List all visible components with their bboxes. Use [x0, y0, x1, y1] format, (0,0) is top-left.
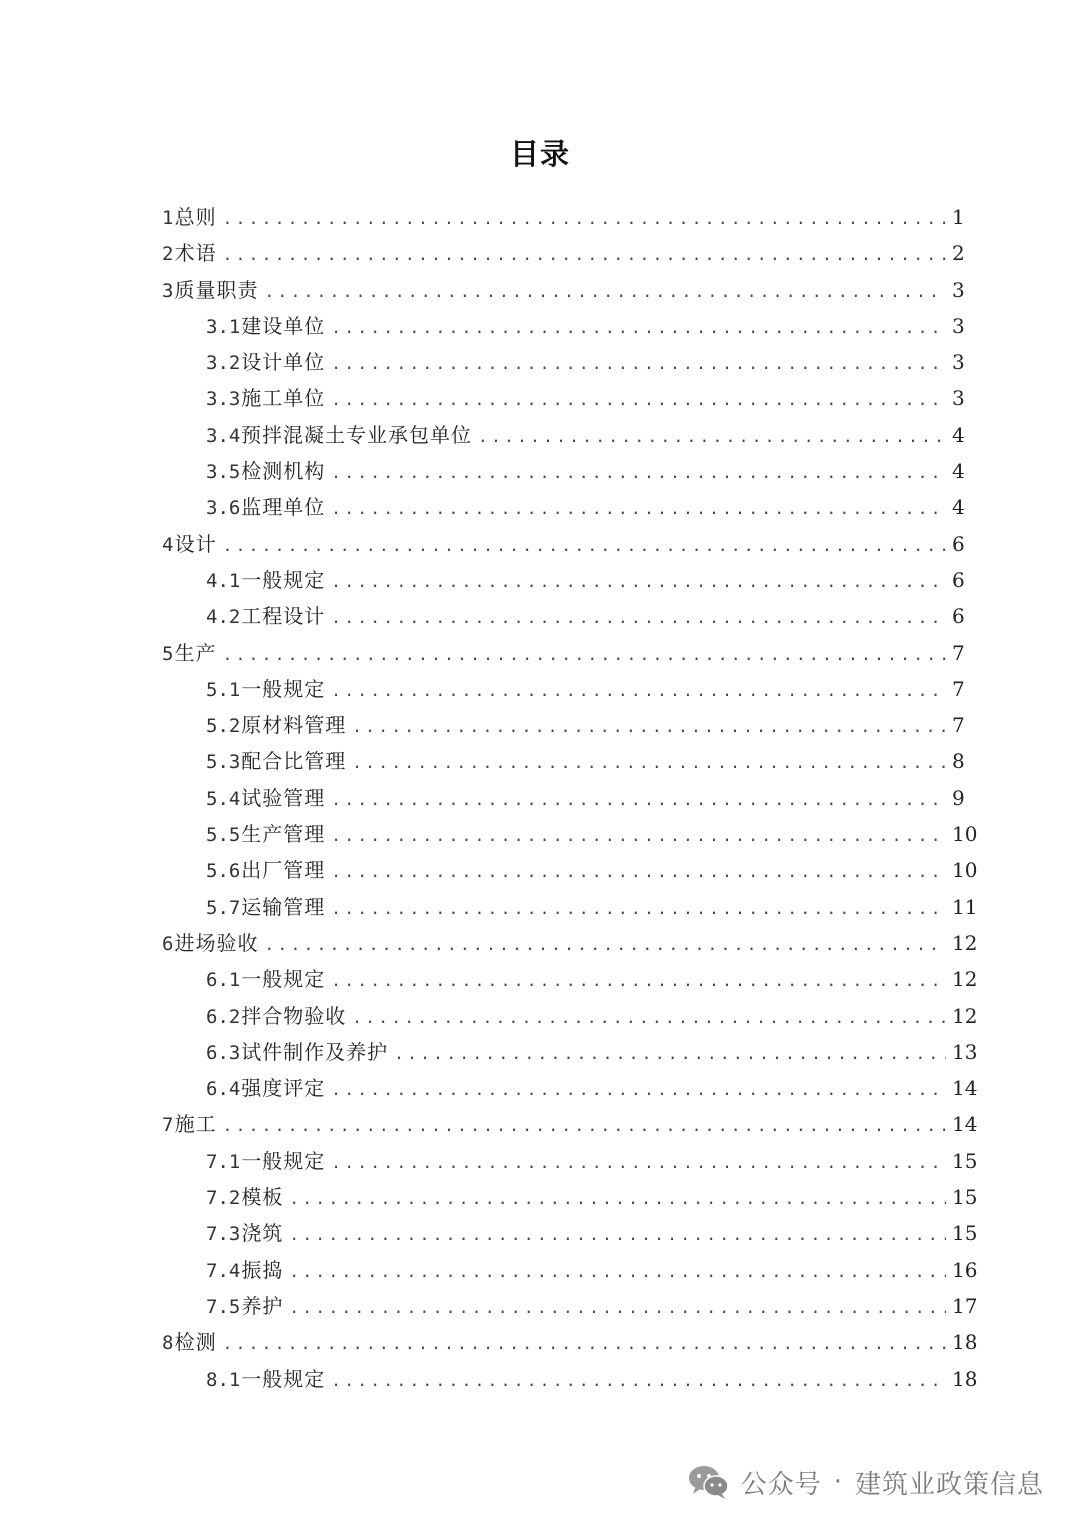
toc-chapter-entry[interactable]	[162, 272, 964, 308]
toc-chapter-entry[interactable]	[162, 635, 964, 671]
toc-entry-title: 养护	[241, 1293, 284, 1318]
toc-entry-title: 生产	[174, 640, 217, 665]
toc-dot-leader	[352, 1000, 946, 1036]
toc-dot-leader	[331, 1363, 946, 1399]
toc-entry-page-number: 4	[952, 495, 965, 520]
toc-entry-number: 7.3	[206, 1223, 241, 1246]
toc-entry-number: 5.2	[206, 715, 241, 738]
toc-entry-title: 一般规定	[241, 1366, 326, 1391]
toc-dot-leader	[331, 600, 946, 636]
toc-entry-title: 施工	[174, 1112, 217, 1137]
toc-entry-title: 设计单位	[241, 350, 326, 375]
toc-section-entry[interactable]	[162, 707, 964, 743]
toc-entry-title: 一般规定	[241, 967, 326, 992]
toc-dot-leader	[223, 528, 946, 564]
toc-entry-number: 7.1	[206, 1150, 241, 1173]
toc-entry-page-number: 7	[952, 713, 965, 738]
toc-entry-page-number: 4	[952, 422, 965, 447]
toc-entry-title: 建设单位	[241, 313, 326, 338]
toc-section-entry[interactable]	[162, 344, 964, 380]
toc-dot-leader	[331, 382, 946, 418]
toc-entry-title: 配合比管理	[241, 749, 347, 774]
watermark-label: 公众号	[740, 1469, 822, 1500]
toc-dot-leader	[223, 1326, 946, 1362]
toc-entry-number: 8	[162, 1332, 174, 1355]
toc-entry-title: 一般规定	[241, 1148, 326, 1173]
toc-section-entry[interactable]	[162, 1070, 978, 1106]
toc-entry-number: 5.6	[206, 860, 241, 883]
toc-entry-number: 7	[162, 1114, 174, 1137]
toc-entry-page-number: 15	[952, 1221, 978, 1246]
toc-entry-page-number: 7	[952, 676, 965, 701]
toc-entry-page-number: 10	[952, 822, 978, 847]
toc-dot-leader	[331, 491, 946, 527]
toc-dot-leader	[331, 455, 946, 491]
toc-dot-leader	[289, 1181, 946, 1217]
toc-entry-number: 3.4	[206, 424, 241, 447]
toc-dot-leader	[289, 1254, 946, 1290]
toc-entry-page-number: 11	[952, 894, 978, 919]
toc-entry-page-number: 14	[952, 1076, 978, 1101]
toc-dot-leader	[331, 310, 946, 346]
toc-entry-title: 检测	[174, 1330, 217, 1355]
wechat-icon	[687, 1464, 731, 1500]
toc-entry-title: 强度评定	[241, 1076, 326, 1101]
toc-entry-number: 3.3	[206, 388, 241, 411]
toc-dot-leader	[331, 673, 946, 709]
toc-dot-leader	[223, 201, 946, 237]
toc-entry-page-number: 8	[952, 749, 965, 774]
toc-entry-title: 运输管理	[241, 894, 326, 919]
toc-entry-title: 出厂管理	[241, 858, 326, 883]
toc-entry-title: 试件制作及养护	[241, 1039, 389, 1064]
toc-dot-leader	[331, 963, 946, 999]
toc-entry-title: 术语	[174, 241, 217, 266]
toc-entry-page-number: 17	[952, 1293, 978, 1318]
toc-entry-page-number: 13	[952, 1039, 978, 1064]
toc-entry-number: 5.4	[206, 787, 241, 810]
table-of-contents	[162, 199, 978, 1397]
toc-entry-number: 6.1	[206, 969, 241, 992]
toc-dot-leader	[478, 419, 946, 455]
toc-entry-number: 8.1	[206, 1368, 241, 1391]
toc-dot-leader	[331, 854, 946, 890]
toc-dot-leader	[331, 891, 946, 927]
toc-section-entry[interactable]	[162, 308, 964, 344]
toc-entry-number: 5.3	[206, 751, 241, 774]
toc-entry-title: 模板	[241, 1185, 284, 1210]
toc-section-entry[interactable]	[162, 743, 964, 779]
toc-dot-leader	[223, 637, 946, 673]
toc-entry-title: 工程设计	[241, 604, 326, 629]
toc-section-entry[interactable]	[162, 1361, 978, 1397]
toc-section-entry[interactable]	[162, 961, 978, 997]
toc-section-entry[interactable]	[162, 1034, 978, 1070]
toc-entry-number: 3.5	[206, 461, 241, 484]
toc-entry-number: 4.1	[206, 569, 241, 592]
toc-entry-page-number: 3	[952, 313, 965, 338]
toc-chapter-entry[interactable]	[162, 1324, 978, 1360]
toc-dot-leader	[265, 274, 946, 310]
toc-dot-leader	[265, 927, 946, 963]
toc-entry-page-number: 7	[952, 640, 965, 665]
toc-entry-number: 6.4	[206, 1078, 241, 1101]
toc-dot-leader	[223, 237, 946, 273]
toc-dot-leader	[289, 1290, 946, 1326]
toc-section-entry[interactable]	[162, 598, 964, 634]
toc-dot-leader	[331, 346, 946, 382]
toc-section-entry[interactable]	[162, 998, 978, 1034]
toc-section-entry[interactable]	[162, 453, 964, 489]
toc-entry-title: 进场验收	[174, 930, 259, 955]
toc-dot-leader	[352, 745, 946, 781]
toc-section-entry[interactable]	[162, 380, 964, 416]
toc-entry-title: 振捣	[241, 1257, 284, 1282]
toc-entry-title: 预拌混凝土专业承包单位	[241, 422, 473, 447]
toc-section-entry[interactable]	[162, 816, 978, 852]
toc-section-entry[interactable]	[162, 852, 978, 888]
toc-entry-number: 6	[162, 932, 174, 955]
watermark	[687, 1460, 1044, 1504]
toc-entry-page-number: 10	[952, 858, 978, 883]
toc-section-entry[interactable]	[162, 417, 964, 453]
toc-entry-page-number: 6	[952, 604, 965, 629]
toc-dot-leader	[331, 782, 946, 818]
toc-entry-title: 一般规定	[241, 676, 326, 701]
toc-section-entry[interactable]	[162, 1179, 978, 1215]
toc-entry-number: 3	[162, 279, 174, 302]
toc-entry-title: 浇筑	[241, 1221, 284, 1246]
toc-entry-page-number: 16	[952, 1257, 978, 1282]
page-title: 目录	[509, 137, 570, 171]
toc-dot-leader	[394, 1036, 946, 1072]
toc-entry-number: 1	[162, 207, 174, 229]
toc-entry-title: 原材料管理	[241, 713, 347, 738]
toc-entry-page-number: 9	[952, 785, 965, 810]
toc-entry-title: 总则	[174, 205, 217, 229]
toc-entry-number: 5.5	[206, 824, 241, 847]
toc-chapter-entry[interactable]	[162, 526, 964, 562]
toc-entry-page-number: 12	[952, 930, 978, 955]
toc-section-entry[interactable]	[162, 489, 964, 525]
toc-entry-number: 5.1	[206, 678, 241, 701]
toc-entry-number: 6.2	[206, 1005, 241, 1028]
toc-entry-number: 3.6	[206, 497, 241, 520]
toc-chapter-entry[interactable]	[162, 199, 964, 235]
watermark-separator: ·	[833, 1467, 843, 1497]
toc-entry-number: 3.1	[206, 315, 241, 338]
toc-entry-number: 7.5	[206, 1295, 241, 1318]
watermark-account: 建筑业政策信息	[854, 1469, 1044, 1500]
toc-entry-page-number: 3	[952, 386, 965, 411]
toc-entry-page-number: 6	[952, 531, 965, 556]
toc-entry-page-number: 18	[952, 1366, 978, 1391]
toc-section-entry[interactable]	[162, 671, 964, 707]
toc-entry-number: 6.3	[206, 1041, 241, 1064]
toc-entry-page-number: 6	[952, 567, 965, 592]
toc-entry-page-number: 14	[952, 1112, 978, 1137]
toc-entry-page-number: 15	[952, 1148, 978, 1173]
toc-entry-title: 生产管理	[241, 822, 326, 847]
toc-entry-number: 5.7	[206, 896, 241, 919]
toc-entry-page-number: 18	[952, 1330, 978, 1355]
toc-section-entry[interactable]	[162, 889, 978, 925]
toc-entry-title: 检测机构	[241, 459, 326, 484]
toc-entry-title: 拌合物验收	[241, 1003, 347, 1028]
toc-dot-leader	[331, 1145, 946, 1181]
toc-section-entry[interactable]	[162, 1252, 978, 1288]
toc-section-entry[interactable]	[162, 562, 964, 598]
toc-entry-number: 4	[162, 533, 174, 556]
toc-section-entry[interactable]	[162, 1288, 978, 1324]
toc-entry-page-number: 3	[952, 350, 965, 375]
toc-section-entry[interactable]	[162, 1215, 978, 1251]
toc-chapter-entry[interactable]	[162, 925, 978, 961]
toc-entry-page-number: 1	[952, 205, 965, 229]
toc-entry-page-number: 15	[952, 1185, 978, 1210]
toc-entry-title: 监理单位	[241, 495, 326, 520]
toc-dot-leader	[331, 564, 946, 600]
toc-dot-leader	[331, 818, 946, 854]
toc-entry-number: 4.2	[206, 606, 241, 629]
toc-entry-page-number: 12	[952, 967, 978, 992]
toc-entry-number: 3.2	[206, 352, 241, 375]
toc-dot-leader	[289, 1217, 946, 1253]
toc-entry-number: 7.2	[206, 1187, 241, 1210]
toc-chapter-entry[interactable]	[162, 1106, 978, 1142]
toc-dot-leader	[331, 1072, 946, 1108]
toc-entry-title: 质量职责	[174, 277, 259, 302]
toc-entry-page-number: 4	[952, 459, 965, 484]
toc-entry-title: 施工单位	[241, 386, 326, 411]
toc-entry-title: 设计	[174, 531, 217, 556]
toc-dot-leader	[223, 1108, 946, 1144]
toc-section-entry[interactable]	[162, 780, 964, 816]
toc-entry-title: 一般规定	[241, 567, 326, 592]
toc-entry-page-number: 3	[952, 277, 965, 302]
toc-entry-number: 2	[162, 243, 174, 266]
toc-dot-leader	[352, 709, 946, 745]
toc-section-entry[interactable]	[162, 1143, 978, 1179]
toc-entry-page-number: 12	[952, 1003, 978, 1028]
toc-entry-number: 7.4	[206, 1259, 241, 1282]
toc-entry-title: 试验管理	[241, 785, 326, 810]
toc-chapter-entry[interactable]	[162, 235, 964, 271]
toc-entry-page-number: 2	[952, 241, 965, 266]
toc-entry-number: 5	[162, 642, 174, 665]
